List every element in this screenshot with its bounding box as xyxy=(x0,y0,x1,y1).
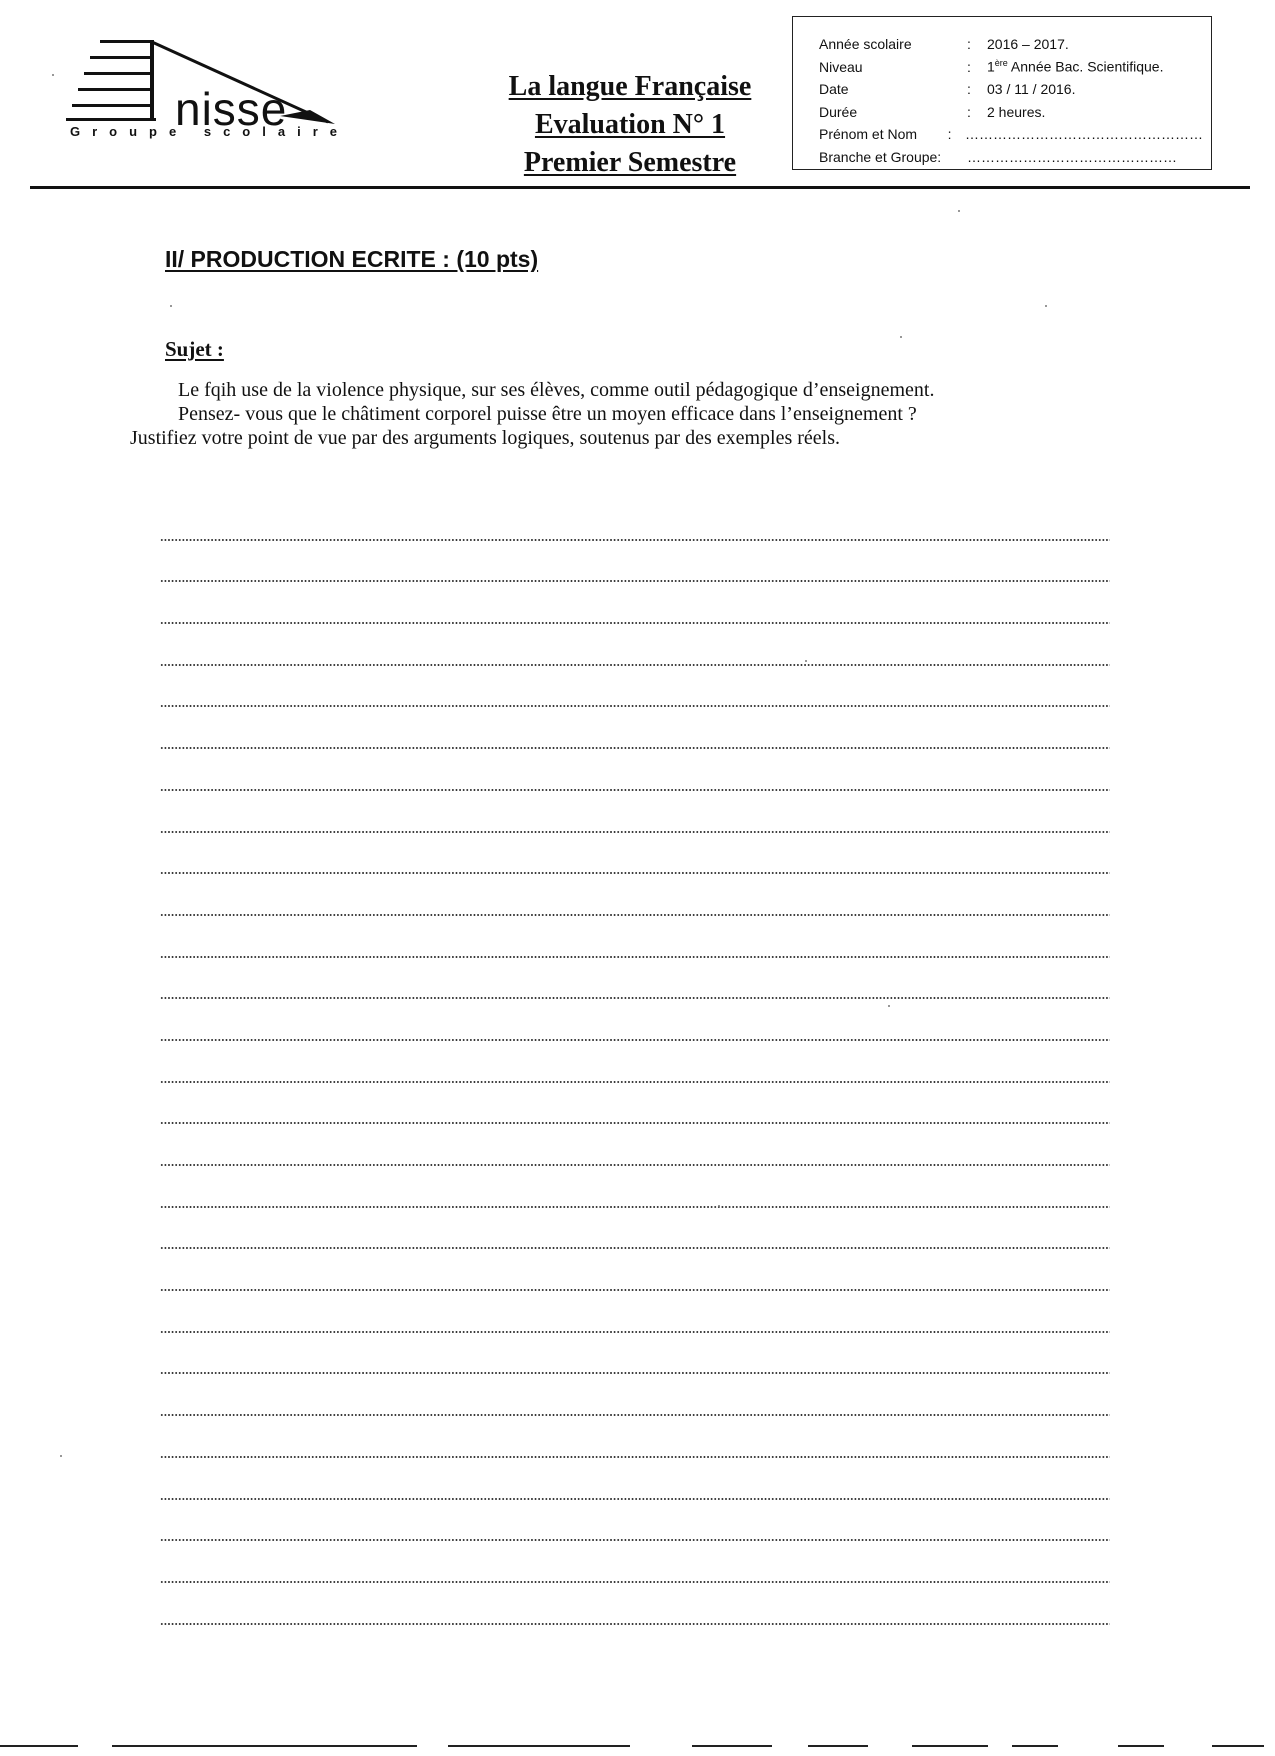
footer-rule xyxy=(448,1745,630,1747)
answer-line[interactable] xyxy=(160,1501,1110,1543)
footer-rule xyxy=(808,1745,868,1747)
subject-line: Le fqih use de la violence physique, sur ses élèves, comme outil pédagogique d’enseignement. xyxy=(178,379,935,401)
student-info-box xyxy=(792,16,1212,170)
answer-line[interactable] xyxy=(160,1209,1110,1251)
scan-speck xyxy=(718,1205,720,1207)
answer-line[interactable] xyxy=(160,1584,1110,1626)
info-row-date xyxy=(819,78,1203,101)
info-row-group xyxy=(819,146,1203,169)
answer-line[interactable] xyxy=(160,542,1110,584)
answer-line[interactable] xyxy=(160,1167,1110,1209)
level-superscript: ère xyxy=(994,58,1008,69)
group-field[interactable]: ……………………………………… xyxy=(967,148,1177,165)
footer-rule xyxy=(0,1745,78,1747)
info-label: Année scolaire xyxy=(819,36,912,53)
document-title xyxy=(470,68,790,182)
scan-speck xyxy=(888,1005,890,1007)
answer-line[interactable] xyxy=(160,583,1110,625)
name-field[interactable]: …………………………………………… xyxy=(965,126,1203,143)
subject-label: Sujet : xyxy=(165,337,224,361)
level-text: Année Bac. Scientifique. xyxy=(1007,59,1164,76)
info-colon: : xyxy=(947,126,952,143)
footer-rule xyxy=(1212,1745,1264,1747)
answer-line[interactable] xyxy=(160,1084,1110,1126)
answer-area[interactable] xyxy=(160,500,1110,1626)
logo-wordmark: nisse xyxy=(175,83,288,135)
level-number: 1 xyxy=(987,59,995,76)
info-row-level xyxy=(819,56,1203,79)
footer-rule xyxy=(1118,1745,1164,1747)
info-value: 2 heures. xyxy=(987,103,1046,120)
group-label-text: Branche et Groupe xyxy=(819,148,938,165)
scan-speck xyxy=(170,305,172,307)
answer-line[interactable] xyxy=(160,1000,1110,1042)
answer-line[interactable] xyxy=(160,875,1110,917)
info-value xyxy=(987,58,1203,75)
footer-rule xyxy=(1012,1745,1058,1747)
scan-speck xyxy=(958,210,960,212)
footer-rule xyxy=(112,1745,417,1747)
info-value: 03 / 11 / 2016. xyxy=(987,81,1076,98)
answer-line[interactable] xyxy=(160,917,1110,959)
answer-line[interactable] xyxy=(160,1334,1110,1376)
answer-line[interactable] xyxy=(160,1417,1110,1459)
answer-line[interactable] xyxy=(160,750,1110,792)
info-label: Prénom et Nom xyxy=(819,126,918,143)
info-row-name xyxy=(819,123,1203,146)
info-colon: : xyxy=(967,58,971,75)
answer-line[interactable] xyxy=(160,959,1110,1001)
scan-speck xyxy=(60,1455,62,1457)
scan-speck xyxy=(52,74,54,76)
answer-line[interactable] xyxy=(160,708,1110,750)
answer-line[interactable] xyxy=(160,1250,1110,1292)
info-label: Date xyxy=(819,81,849,98)
answer-line[interactable] xyxy=(160,1125,1110,1167)
footer-rule xyxy=(912,1745,988,1747)
answer-line[interactable] xyxy=(160,500,1110,542)
answer-line[interactable] xyxy=(160,1042,1110,1084)
info-value: 2016 – 2017. xyxy=(987,36,1069,53)
answer-line[interactable] xyxy=(160,1292,1110,1334)
info-label: Branche et Groupe: xyxy=(819,148,942,165)
info-row-school-year xyxy=(819,33,1203,56)
scan-speck xyxy=(805,660,807,662)
info-label: Niveau xyxy=(819,58,863,75)
section-title: II/ PRODUCTION ECRITE : (10 pts) xyxy=(165,246,539,272)
answer-line[interactable] xyxy=(160,625,1110,667)
info-label: Durée xyxy=(819,103,858,120)
title-evaluation: Evaluation N° 1 xyxy=(534,109,726,140)
title-subject: La langue Française xyxy=(508,71,752,102)
info-row-duration xyxy=(819,101,1203,124)
footer-rule xyxy=(692,1745,772,1747)
info-colon: : xyxy=(967,103,971,120)
info-colon: : xyxy=(967,81,971,98)
answer-line[interactable] xyxy=(160,1375,1110,1417)
scan-speck xyxy=(900,336,902,338)
subject-text xyxy=(130,378,1160,450)
answer-line[interactable] xyxy=(160,792,1110,834)
answer-line[interactable] xyxy=(160,667,1110,709)
scan-speck xyxy=(1045,305,1047,307)
answer-line[interactable] xyxy=(160,1542,1110,1584)
logo-tagline: Groupe scolaire xyxy=(70,124,349,139)
subject-line: Justifiez votre point de vue par des arguments logiques, soutenus par des exemples réels. xyxy=(130,427,841,449)
answer-line[interactable] xyxy=(160,1459,1110,1501)
header-divider xyxy=(30,186,1250,189)
title-semester: Premier Semestre xyxy=(523,147,737,178)
subject-line: Pensez- vous que le châtiment corporel puisse être un moyen efficace dans l’enseignement ? xyxy=(178,403,917,425)
answer-line[interactable] xyxy=(160,834,1110,876)
info-colon: : xyxy=(967,36,971,53)
